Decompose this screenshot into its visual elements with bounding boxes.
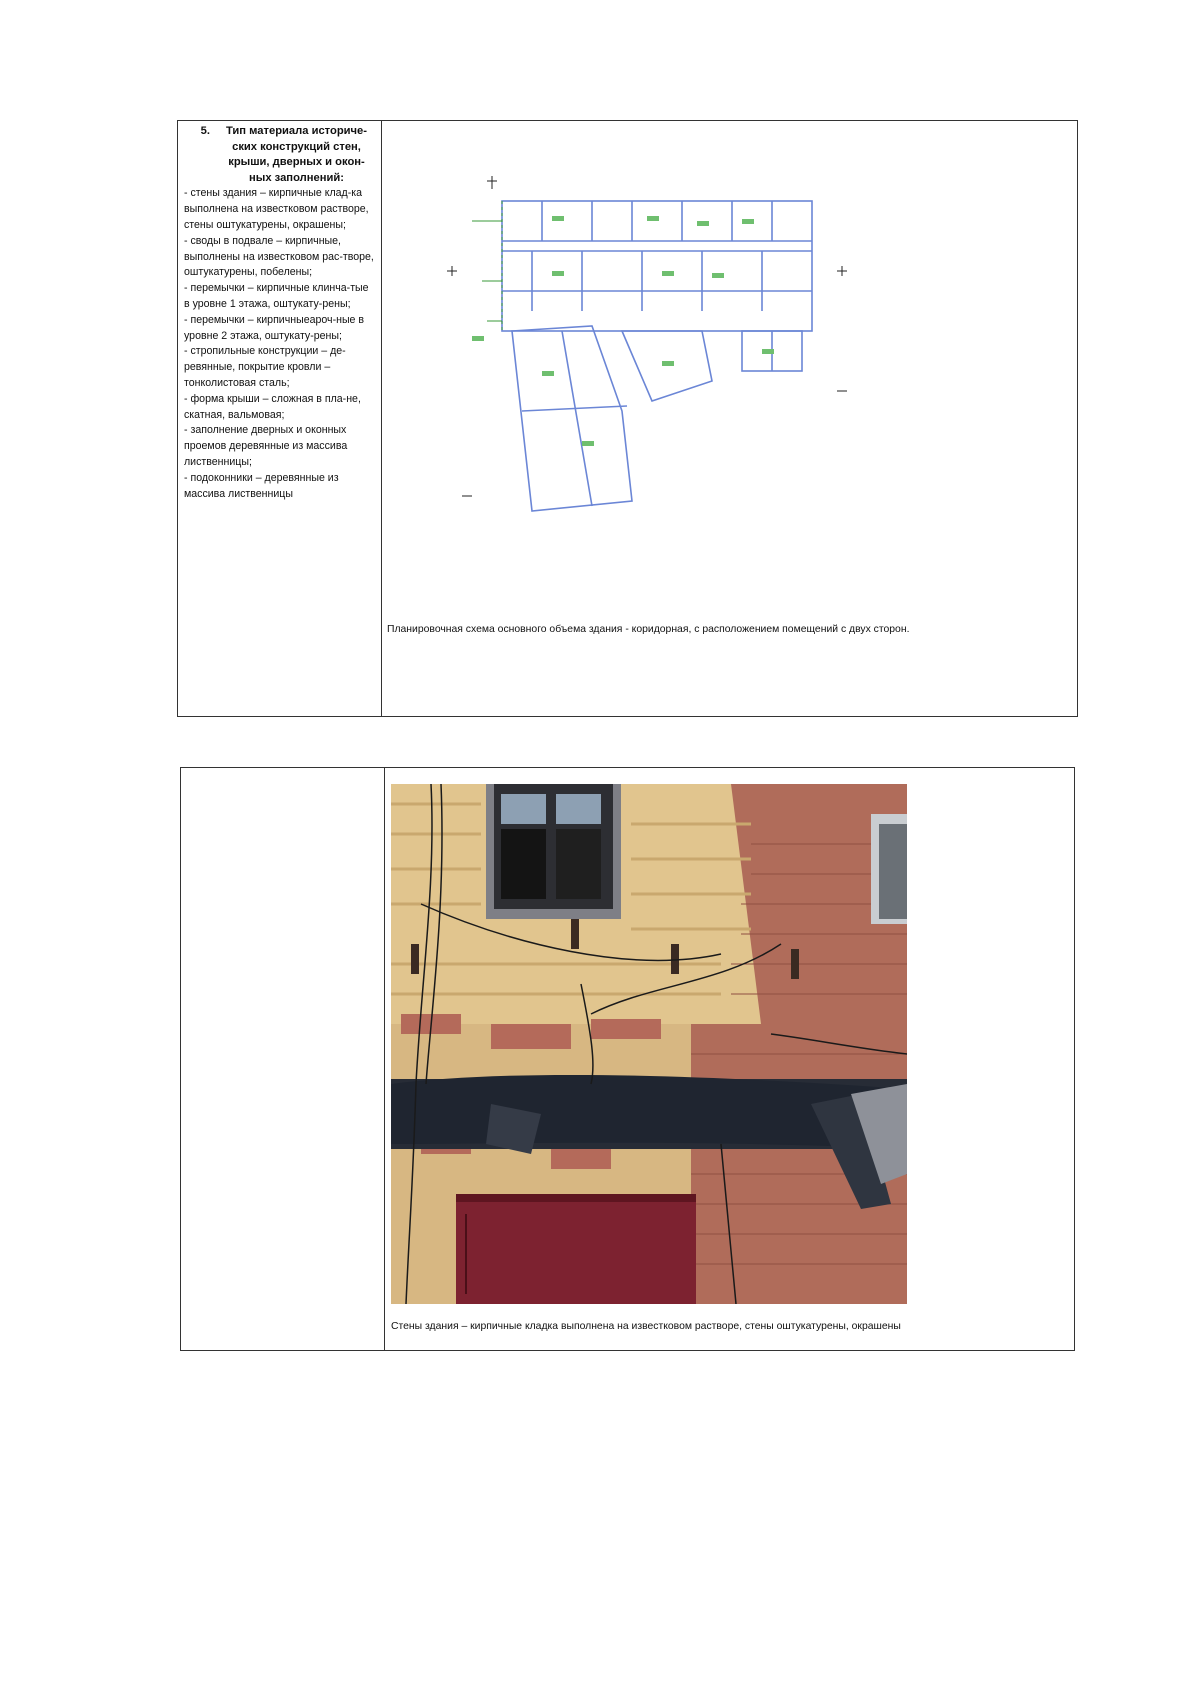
list-item: - заполнение дверных и оконных проемов деревянные из массива лиственницы; bbox=[184, 424, 348, 468]
plan-caption: Планировочная схема основного объема здания - коридорная, с расположением помещений с двух сторон. bbox=[387, 624, 910, 635]
list-item: - перемычки – кирпичные клинча-тые в уровне 1 этажа, оштукату-рены; bbox=[184, 282, 369, 310]
list-item: - форма крыши – сложная в пла-не, скатная, вальмовая; bbox=[184, 392, 361, 421]
section-table-photo bbox=[180, 767, 1075, 1351]
list-item: - стены здания – кирпичные клад-ка выполнена на известковом растворе, стены оштукатурены, окрашены; bbox=[184, 187, 369, 231]
description-cell bbox=[178, 121, 382, 716]
list-item: - подоконники – деревянные из массива лиственницы bbox=[184, 471, 339, 500]
section-title: Тип материала историче-ских конструкций стен, крыши, дверных и окон-ных заполнений: bbox=[226, 125, 367, 184]
facade-photo bbox=[391, 784, 907, 1304]
list-item: - своды в подвале – кирпичные, выполнены на известковом рас-творе, оштукатурены, побелены; bbox=[184, 234, 374, 279]
list-item: - перемычки – кирпичныеароч-ные в уровне 2 этажа, оштукату-рены; bbox=[184, 313, 365, 342]
section-table-5 bbox=[177, 120, 1078, 717]
illustration-cell bbox=[382, 121, 1077, 716]
material-list bbox=[184, 186, 375, 502]
section-number: 5. bbox=[200, 125, 210, 137]
list-item: - стропильные конструкции – де-ревянные, покрытие кровли – тонколистовая сталь; bbox=[184, 345, 346, 389]
empty-cell bbox=[181, 768, 385, 1350]
photo-cell bbox=[385, 768, 1074, 1350]
section-heading bbox=[184, 124, 375, 186]
photo-caption: Стены здания – кирпичные кладка выполнена на известковом растворе, стены оштукатурены, окрашены bbox=[391, 1321, 901, 1332]
floor-plan-image bbox=[442, 161, 862, 541]
